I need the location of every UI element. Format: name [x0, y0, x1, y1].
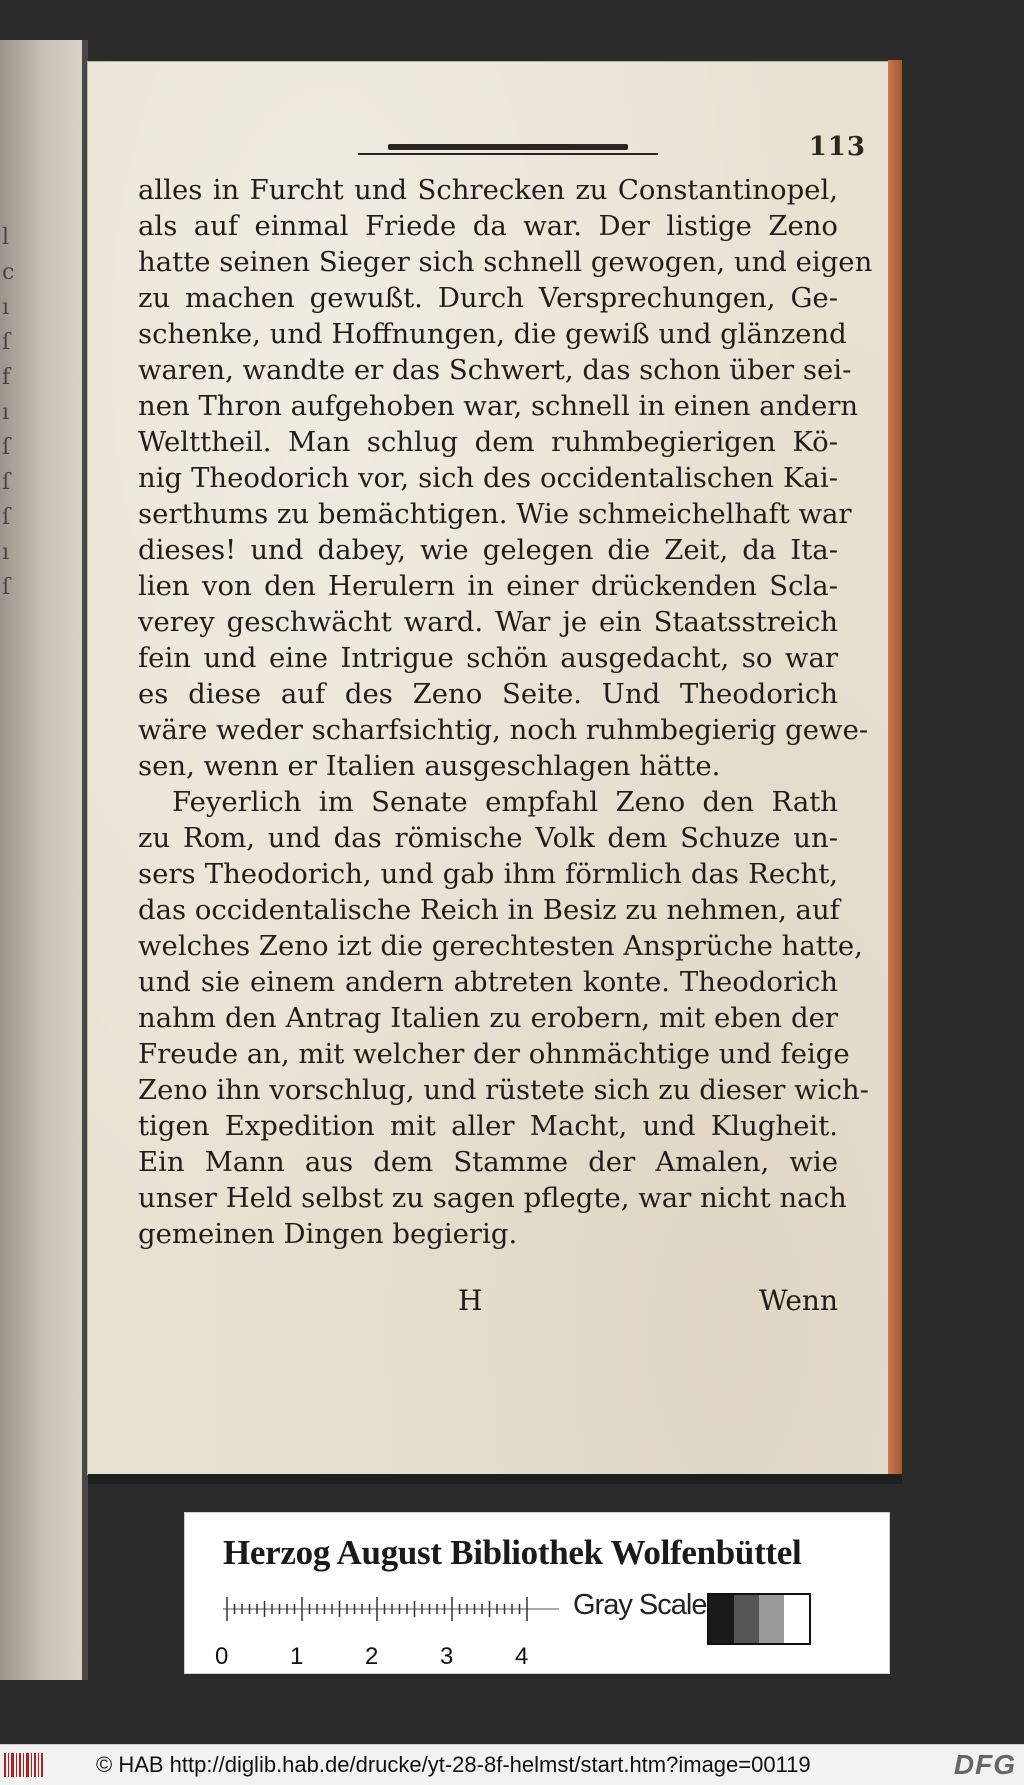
body-text: [138, 172, 873, 1252]
footer-bar: [0, 1744, 1024, 1785]
left-page-fragment: [0, 40, 82, 1680]
text-line: dieses! und dabey, wie gelegen die Zeit, da Ita-: [138, 534, 838, 566]
text-line: gemeinen Dingen begierig.: [138, 1218, 518, 1250]
text-line: sers Theodorich, und gab ihm förmlich das Recht,: [138, 858, 838, 890]
gray-swatch: [734, 1595, 759, 1643]
ruler-ticks: [223, 1585, 559, 1633]
text-line: als auf einmal Friede da war. Der listige Zeno: [138, 210, 838, 242]
text-line: lien von den Herulern in einer drückenden Scla-: [138, 570, 838, 602]
gray-swatch: [709, 1595, 734, 1643]
text-line: zu Rom, und das römische Volk dem Schuze un-: [138, 822, 838, 854]
running-head: [88, 132, 888, 172]
gray-swatch: [759, 1595, 784, 1643]
page-footer-line: [138, 1284, 838, 1324]
gray-scale-swatches: [707, 1593, 811, 1645]
barcode-icon: [4, 1751, 44, 1779]
gray-swatch: [784, 1595, 809, 1643]
ruler-number: 3: [440, 1643, 454, 1670]
text-line: serthums zu bemächtigen. Wie schmeichelhaft war: [138, 498, 852, 530]
gray-scale-label: Gray Scale: [573, 1589, 707, 1621]
text-line: es diese auf des Zeno Seite. Und Theodorich: [138, 678, 838, 710]
page-shadow: [88, 1474, 902, 1484]
text-line: und sie einem andern abtreten konte. Theodorich: [138, 966, 838, 998]
library-color-target: [184, 1512, 890, 1674]
text-line: wäre weder scharfsichtig, noch ruhmbegierig gewe-: [138, 714, 869, 746]
text-line: alles in Furcht und Schrecken zu Constantinopel,: [138, 174, 838, 206]
page-edge: [888, 60, 902, 1476]
text-line: Feyerlich im Senate empfahl Zeno den Rath: [172, 786, 838, 818]
page-number: 113: [808, 132, 866, 162]
ruler-number: 1: [290, 1643, 304, 1670]
ruler-number: 2: [365, 1643, 379, 1670]
ornamental-rule: [388, 144, 628, 155]
dfg-logo: DFG: [953, 1749, 1016, 1780]
text-line: das occidentalische Reich in Besiz zu nehmen, auf: [138, 894, 840, 926]
text-line: schenke, und Hoffnungen, die gewiß und glänzend: [138, 318, 847, 350]
catchword: Wenn: [758, 1284, 838, 1317]
ruler-numbers: [215, 1643, 575, 1671]
text-line: nig Theodorich vor, sich des occidentalischen Kai-: [138, 462, 838, 494]
text-line: Freude an, mit welcher der ohnmächtige und feige: [138, 1038, 850, 1070]
book-page: [88, 62, 888, 1474]
ruler-number: 0: [215, 1643, 229, 1670]
text-line: Zeno ihn vorschlug, und rüstete sich zu dieser wich-: [138, 1074, 869, 1106]
text-line: sen, wenn er Italien ausgeschlagen hätte.: [138, 750, 721, 782]
text-line: nahm den Antrag Italien zu erobern, mit eben der: [138, 1002, 838, 1034]
text-line: fein und eine Intrigue schön ausgedacht, so war: [138, 642, 838, 674]
source-url[interactable]: © HAB http://diglib.hab.de/drucke/yt-28-8f-helmst/start.htm?image=00119: [96, 1752, 811, 1777]
text-line: hatte seinen Sieger sich schnell gewogen, und eigen: [138, 246, 873, 278]
text-line: Welttheil. Man schlug dem ruhmbegierigen Kö-: [138, 426, 838, 458]
ruler-number: 4: [515, 1643, 529, 1670]
signature-mark: H: [458, 1284, 483, 1317]
text-line: unser Held selbst zu sagen pflegte, war nicht nach: [138, 1182, 847, 1214]
text-line: waren, wandte er das Schwert, das schon über sei-: [138, 354, 852, 386]
scale-ruler: [223, 1585, 559, 1633]
text-line: welches Zeno izt die gerechtesten Ansprüche hatte,: [138, 930, 863, 962]
left-page-text-fragments: l c ı ſ f ı ſ ſ ſ ı ſ: [2, 225, 15, 600]
library-name: Herzog August Bibliothek Wolfenbüttel: [223, 1533, 802, 1572]
text-line: Ein Mann aus dem Stamme der Amalen, wie: [138, 1146, 838, 1178]
text-line: zu machen gewußt. Durch Versprechungen, Ge-: [138, 282, 838, 314]
text-line: nen Thron aufgehoben war, schnell in einen andern: [138, 390, 859, 422]
text-line: verey geschwächt ward. War je ein Staatsstreich: [138, 606, 838, 638]
text-line: tigen Expedition mit aller Macht, und Klugheit.: [138, 1110, 838, 1142]
